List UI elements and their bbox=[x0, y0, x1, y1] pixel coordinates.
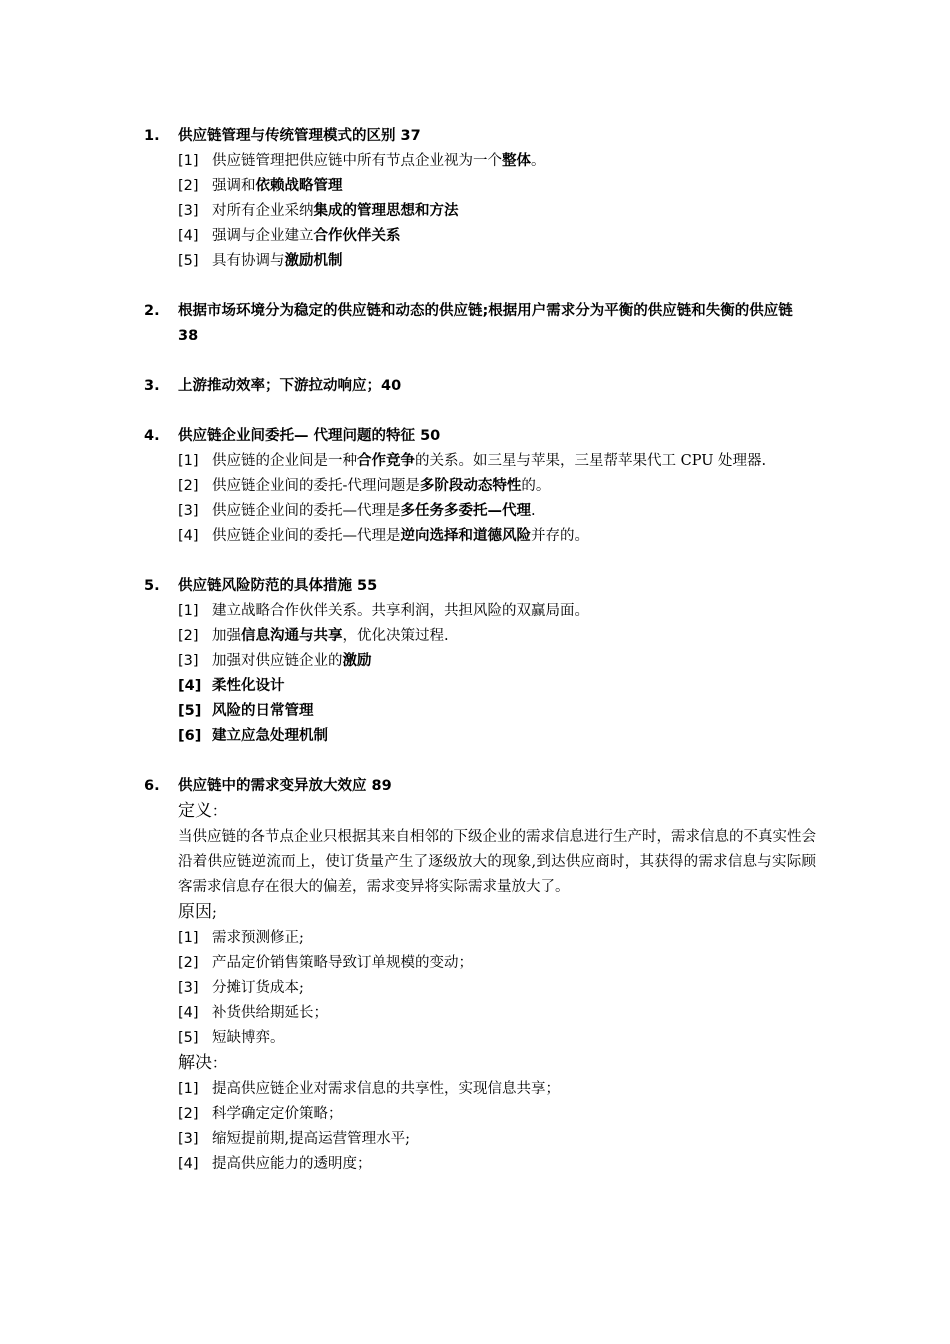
list-item bbox=[178, 249, 816, 274]
item-text: 供应链企业间的委托-代理问题是多阶段动态特性的。 bbox=[212, 478, 551, 494]
item-number: [4] bbox=[178, 1005, 199, 1021]
item-text: 提高供应链企业对需求信息的共享性，实现信息共享； bbox=[212, 1081, 560, 1097]
section-1 bbox=[144, 124, 816, 274]
list-item bbox=[178, 449, 816, 474]
item-text: 强调与企业建立合作伙伴关系 bbox=[212, 228, 401, 244]
section-title: 供应链风险防范的具体措施 55 bbox=[178, 578, 378, 594]
item-text: 供应链的企业间是一种合作竞争的关系。如三星与苹果，三星帮苹果代工 CPU 处理器. bbox=[212, 453, 767, 469]
list-item bbox=[178, 224, 816, 249]
item-number: [2] bbox=[178, 628, 199, 644]
list-item bbox=[178, 1026, 816, 1051]
item-text: 产品定价销售策略导致订单规模的变动； bbox=[212, 955, 473, 971]
item-text: 补货供给期延长； bbox=[212, 1005, 328, 1021]
list-item bbox=[178, 951, 816, 976]
item-number: [2] bbox=[178, 478, 199, 494]
solution-label: 解决： bbox=[178, 1053, 227, 1073]
section-heading bbox=[144, 774, 816, 799]
section-heading bbox=[144, 574, 816, 599]
list-item bbox=[178, 1127, 816, 1152]
list-item bbox=[178, 474, 816, 499]
section-title: 供应链中的需求变异放大效应 89 bbox=[178, 778, 392, 794]
list-item bbox=[178, 699, 816, 724]
section-number: 3. bbox=[144, 378, 160, 394]
item-text: 需求预测修正; bbox=[212, 930, 304, 946]
section-title: 上游推动效率；下游拉动响应；40 bbox=[178, 378, 402, 394]
item-number: [1] bbox=[178, 153, 199, 169]
item-number: [6] bbox=[178, 728, 202, 744]
item-text: 供应链管理把供应链中所有节点企业视为一个整体。 bbox=[212, 153, 546, 169]
item-number: [2] bbox=[178, 178, 199, 194]
item-number: [1] bbox=[178, 1081, 199, 1097]
section-heading bbox=[144, 424, 816, 449]
item-number: [3] bbox=[178, 653, 199, 669]
section-title: 供应链管理与传统管理模式的区别 37 bbox=[178, 128, 421, 144]
section-number: 5. bbox=[144, 578, 160, 594]
list-item bbox=[178, 1152, 816, 1177]
item-number: [5] bbox=[178, 703, 202, 719]
list-item bbox=[178, 724, 816, 749]
section-number: 2. bbox=[144, 303, 160, 319]
list-item bbox=[178, 499, 816, 524]
item-text: 加强对供应链企业的激励 bbox=[212, 653, 372, 669]
section-6 bbox=[144, 774, 816, 1177]
item-text: 强调和依赖战略管理 bbox=[212, 178, 343, 194]
item-text: 提高供应能力的透明度； bbox=[212, 1156, 372, 1172]
list-item bbox=[178, 199, 816, 224]
list-item bbox=[178, 599, 816, 624]
item-number: [3] bbox=[178, 980, 199, 996]
item-number: [4] bbox=[178, 228, 199, 244]
section-2 bbox=[144, 299, 816, 349]
item-text: 加强信息沟通与共享，优化决策过程. bbox=[212, 628, 449, 644]
definition-text: 当供应链的各节点企业只根据其来自相邻的下级企业的需求信息进行生产时，需求信息的不真实性会沿着供应链逆流而上，使订货量产生了逐级放大的现象,到达供应商时，其获得的需求信息与实际顾客需求信息存在很大的偏差，需求变异将实际需求量放大了。 bbox=[178, 829, 816, 895]
list-item bbox=[178, 926, 816, 951]
list-item bbox=[178, 174, 816, 199]
section-number: 1. bbox=[144, 128, 160, 144]
list-item bbox=[178, 674, 816, 699]
section-3 bbox=[144, 374, 816, 399]
item-text: 具有协调与激励机制 bbox=[212, 253, 343, 269]
list-item bbox=[178, 649, 816, 674]
section-4 bbox=[144, 424, 816, 549]
list-item bbox=[178, 1077, 816, 1102]
item-number: [2] bbox=[178, 955, 199, 971]
item-number: [3] bbox=[178, 503, 199, 519]
list-item bbox=[178, 524, 816, 549]
item-text: 风险的日常管理 bbox=[212, 703, 314, 719]
item-text: 建立应急处理机制 bbox=[212, 728, 328, 744]
item-number: [1] bbox=[178, 603, 199, 619]
item-text: 建立战略合作伙伴关系。共享利润，共担风险的双赢局面。 bbox=[212, 603, 589, 619]
section-5 bbox=[144, 574, 816, 749]
list-item bbox=[178, 1102, 816, 1127]
document-content bbox=[144, 124, 816, 1202]
item-number: [2] bbox=[178, 1106, 199, 1122]
item-text: 供应链企业间的委托—代理是多任务多委托—代理. bbox=[212, 503, 536, 519]
definition-label: 定义： bbox=[178, 801, 227, 821]
section-title: 根据市场环境分为稳定的供应链和动态的供应链;根据用户需求分为平衡的供应链和失衡的供应链 38 bbox=[178, 303, 793, 344]
item-number: [1] bbox=[178, 930, 199, 946]
list-item bbox=[178, 624, 816, 649]
item-number: [4] bbox=[178, 528, 199, 544]
cause-label: 原因; bbox=[178, 902, 217, 922]
item-text: 分摊订货成本; bbox=[212, 980, 304, 996]
item-number: [1] bbox=[178, 453, 199, 469]
section-heading bbox=[144, 374, 816, 399]
item-text: 柔性化设计 bbox=[212, 678, 285, 694]
item-number: [4] bbox=[178, 678, 202, 694]
list-item bbox=[178, 1001, 816, 1026]
item-text: 供应链企业间的委托—代理是逆向选择和道德风险并存的。 bbox=[212, 528, 589, 544]
section-title: 供应链企业间委托— 代理问题的特征 50 bbox=[178, 428, 441, 444]
item-text: 对所有企业采纳集成的管理思想和方法 bbox=[212, 203, 459, 219]
section-number: 6. bbox=[144, 778, 160, 794]
list-item bbox=[178, 976, 816, 1001]
list-item bbox=[178, 149, 816, 174]
item-text: 缩短提前期,提高运营管理水平; bbox=[212, 1131, 410, 1147]
section-heading bbox=[144, 299, 816, 349]
item-number: [5] bbox=[178, 253, 199, 269]
section-heading bbox=[144, 124, 816, 149]
item-number: [3] bbox=[178, 1131, 199, 1147]
item-number: [4] bbox=[178, 1156, 199, 1172]
item-text: 短缺博弈。 bbox=[212, 1030, 285, 1046]
item-number: [3] bbox=[178, 203, 199, 219]
section-number: 4. bbox=[144, 428, 160, 444]
item-number: [5] bbox=[178, 1030, 199, 1046]
item-text: 科学确定定价策略； bbox=[212, 1106, 343, 1122]
